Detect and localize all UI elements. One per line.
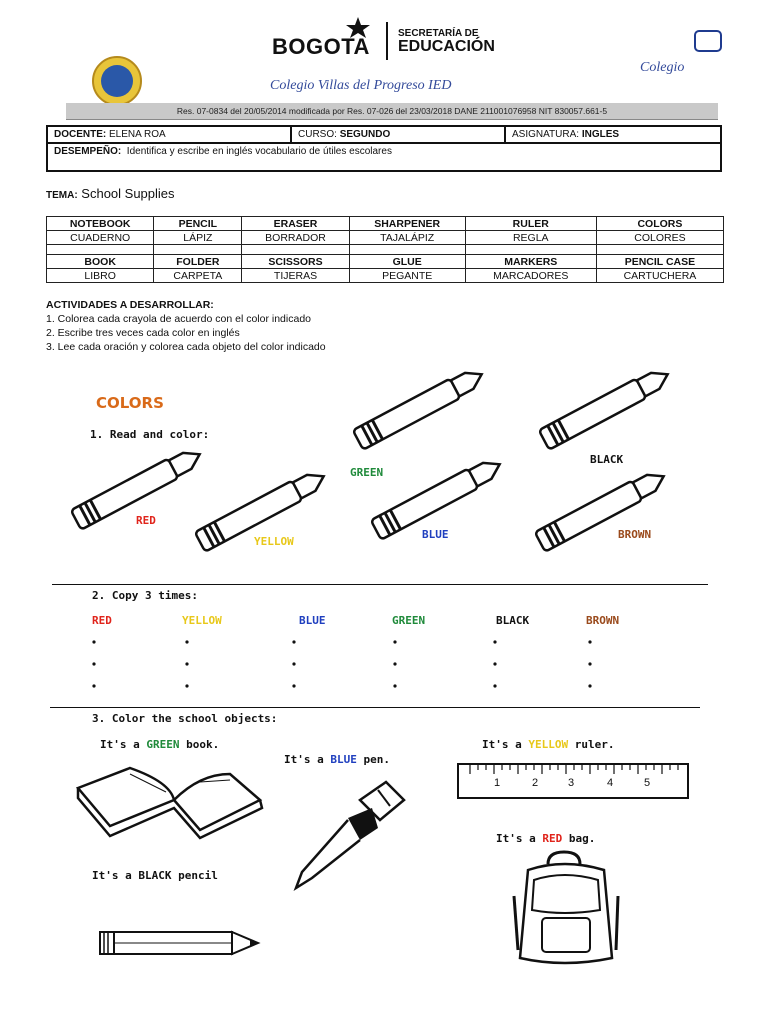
resolution-bar: Res. 07-0834 del 20/05/2014 modificada por Res. 07-026 del 23/03/2018 DANE 211001076958 NIT 830057.661-5	[66, 103, 718, 120]
copy-word-black: BLACK	[496, 614, 530, 627]
copy-word-blue: BLUE	[299, 614, 326, 627]
vocab-cell: MARKERS	[465, 255, 596, 269]
desempeno-label: DESEMPEÑO:	[54, 146, 122, 157]
sentence-color-word: GREEN	[146, 738, 180, 751]
vocab-cell: BORRADOR	[242, 231, 349, 245]
crayon-label-blue: BLUE	[422, 528, 449, 541]
asignatura-label: ASIGNATURA:	[512, 129, 580, 140]
sentence-text: It's a	[92, 869, 139, 882]
pk-colegio-logo: Colegio	[640, 60, 685, 75]
pen-icon	[282, 778, 412, 894]
activity-item: 2. Escribe tres veces cada color en inglés	[46, 327, 240, 339]
school-seal-logo	[92, 56, 142, 106]
corner-box-icon	[694, 30, 722, 52]
asignatura-cell	[505, 126, 721, 143]
sentence-text: pencil	[171, 869, 218, 882]
desempeno-value: Identifica y escribe en inglés vocabulario de útiles escolares	[126, 146, 392, 157]
asignatura-value: INGLES	[581, 129, 620, 140]
crayon-black-icon	[539, 365, 673, 450]
section2-heading: 2. Copy 3 times:	[92, 589, 198, 602]
vocab-cell: SHARPENER	[349, 217, 465, 231]
desempeno-cell	[47, 143, 721, 171]
vocab-cell: RULER	[465, 217, 596, 231]
ruler-number: 1	[494, 777, 501, 789]
vocab-cell: GLUE	[349, 255, 465, 269]
sentence-text: It's a	[496, 832, 543, 845]
crayon-label-red: RED	[136, 514, 156, 527]
crayon-blue-icon	[371, 455, 505, 540]
curso-cell	[291, 126, 505, 143]
activity-item: 1. Colorea cada crayola de acuerdo con el color indicado	[46, 313, 311, 325]
vocab-cell: BOOK	[47, 255, 154, 269]
sentence-text: bag.	[562, 832, 596, 845]
tema-value: School Supplies	[81, 186, 175, 201]
ruler-number: 5	[644, 777, 651, 789]
secretaria-label: SECRETARÍA DE	[398, 28, 479, 39]
crayons-illustration	[0, 360, 768, 570]
crayon-green-icon	[353, 365, 487, 450]
sentence-text: pen.	[356, 753, 390, 766]
divider-line	[52, 584, 708, 585]
tema-label: TEMA:	[46, 190, 78, 201]
vocab-cell: COLORS	[596, 217, 723, 231]
docente-value: ELENA ROA	[109, 129, 166, 140]
sentence-text: It's a	[284, 753, 331, 766]
vocab-cell: TAJALÁPIZ	[349, 231, 465, 245]
crayon-label-brown: BROWN	[618, 528, 652, 541]
crayon-label-black: BLACK	[590, 453, 624, 466]
vocab-cell: NOTEBOOK	[47, 217, 154, 231]
vocab-cell: LÁPIZ	[154, 231, 242, 245]
school-name: Colegio Villas del Progreso IED	[270, 78, 452, 93]
curso-value: SEGUNDO	[339, 129, 391, 140]
header-divider	[386, 22, 388, 60]
docente-label: DOCENTE:	[54, 129, 107, 140]
section3-heading: 3. Color the school objects:	[92, 712, 278, 725]
ruler-number: 4	[607, 777, 614, 789]
book-icon	[70, 760, 270, 840]
sentence-text: book.	[179, 738, 220, 751]
vocab-cell: FOLDER	[154, 255, 242, 269]
vocabulary-table	[46, 216, 724, 283]
sentence-book	[100, 738, 219, 751]
sentence-ruler	[482, 738, 614, 751]
vocab-cell: CUADERNO	[47, 231, 154, 245]
vocab-cell: PEGANTE	[349, 269, 465, 283]
copy-word-green: GREEN	[392, 614, 426, 627]
sentence-text: It's a	[100, 738, 147, 751]
sentence-pen	[284, 753, 390, 766]
vocab-cell: ERASER	[242, 217, 349, 231]
ruler-number: 3	[568, 777, 575, 789]
vocab-cell: TIJERAS	[242, 269, 349, 283]
info-table	[46, 125, 722, 172]
vocab-cell: CARPETA	[154, 269, 242, 283]
divider-line	[50, 707, 700, 708]
sentence-color-word: BLUE	[330, 753, 357, 766]
vocab-cell: PENCIL CASE	[596, 255, 723, 269]
sentence-color-word: RED	[542, 832, 563, 845]
copy-word-red: RED	[92, 614, 112, 627]
backpack-icon	[508, 850, 628, 970]
vocab-cell: PENCIL	[154, 217, 242, 231]
vocab-cell: COLORES	[596, 231, 723, 245]
crayon-label-green: GREEN	[350, 466, 384, 479]
ruler-number: 2	[532, 777, 539, 789]
pencil-icon	[96, 928, 266, 958]
activity-item: 3. Lee cada oración y colorea cada objeto del color indicado	[46, 341, 326, 353]
copy-dots	[0, 630, 768, 694]
sentence-bag	[496, 832, 595, 845]
sentence-color-word: BLACK	[138, 869, 172, 882]
vocab-cell: REGLA	[465, 231, 596, 245]
copy-word-yellow: YELLOW	[182, 614, 222, 627]
vocab-cell: MARCADORES	[465, 269, 596, 283]
curso-label: CURSO:	[298, 129, 337, 140]
vocab-cell: LIBRO	[47, 269, 154, 283]
activities-title: ACTIVIDADES A DESARROLLAR:	[46, 299, 214, 311]
educacion-label: EDUCACIÓN	[398, 38, 495, 55]
colors-heading: COLORS	[96, 394, 164, 412]
crayon-label-yellow: YELLOW	[254, 535, 294, 548]
sentence-color-word: YELLOW	[528, 738, 569, 751]
tema-line	[46, 186, 175, 201]
vocab-cell: SCISSORS	[242, 255, 349, 269]
vocab-cell: CARTUCHERA	[596, 269, 723, 283]
docente-cell	[47, 126, 291, 143]
sentence-text: It's a	[482, 738, 529, 751]
sentence-text: ruler.	[568, 738, 615, 751]
section1-heading: 1. Read and color:	[90, 428, 210, 441]
star-icon	[344, 16, 372, 38]
sentence-pencil	[92, 869, 218, 882]
bogota-logo-text: BOGOTA	[272, 34, 370, 59]
copy-word-brown: BROWN	[586, 614, 620, 627]
